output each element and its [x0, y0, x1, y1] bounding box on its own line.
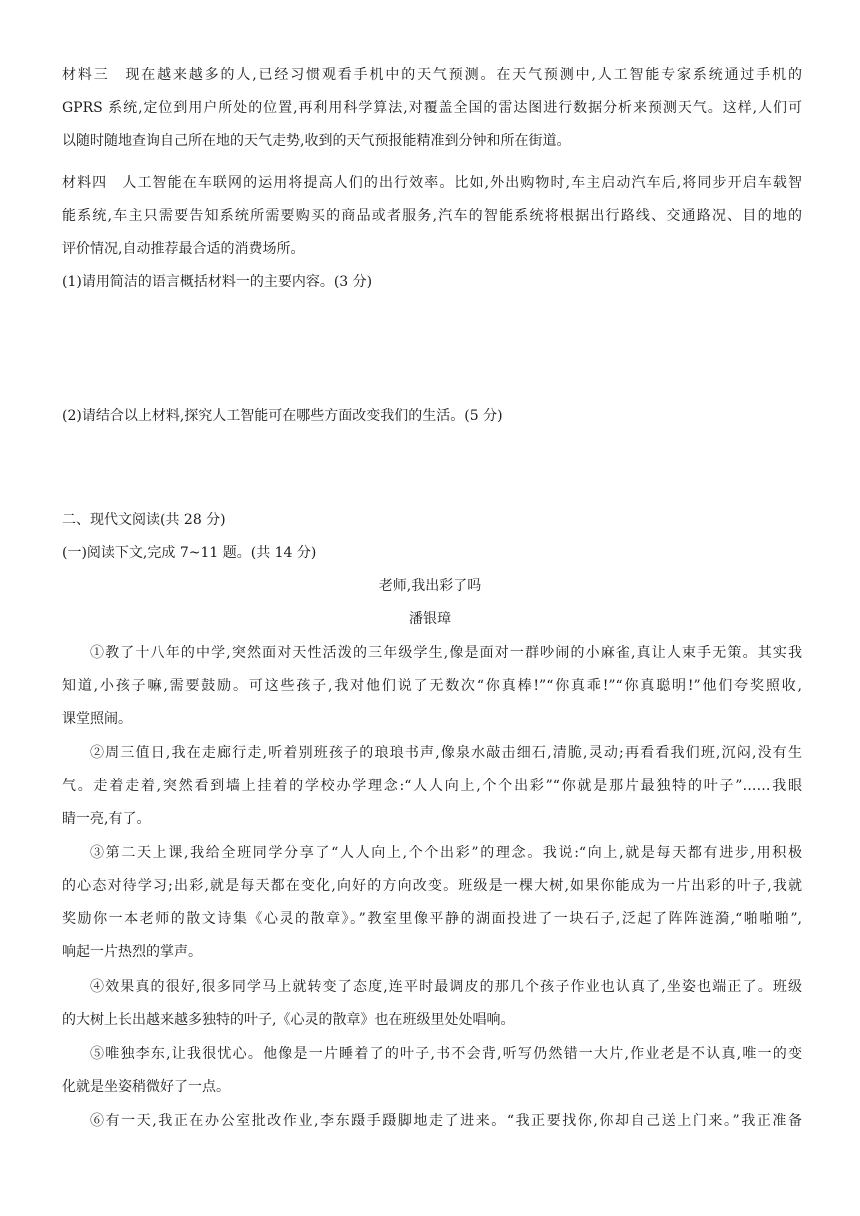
paragraph-line: ①教了十八年的中学,突然面对天性活泼的三年级学生,像是面对一群吵闹的小麻雀,真让人束手无策。其实我	[90, 645, 802, 661]
paragraph-line: 的大树上长出越来越多独特的叶子,《心灵的散章》也在班级里处处唱响。	[62, 1012, 515, 1028]
material4-line: 能系统,车主只需要告知系统所需要购买的商品或者服务,汽车的智能系统将根据出行路线、交通路况、目的地的	[62, 208, 802, 224]
material3-line: 以随时随地查询自己所在地的天气走势,收到的天气预报能精准到分钟和所在街道。	[62, 133, 571, 149]
section-heading: 二、现代文阅读(共 28 分)	[62, 512, 226, 528]
paragraph-line: 奖励你一本老师的散文诗集《心灵的散章》。”教室里像平静的湖面投进了一块石子,泛起了阵阵涟漪,“啪啪啪”,	[62, 911, 802, 927]
question-1: (1)请用简洁的语言概括材料一的主要内容。(3 分)	[62, 274, 373, 290]
material3-line: 材料三 现在越来越多的人,已经习惯观看手机中的天气预测。在天气预测中,人工智能专家系统通过手机的	[62, 67, 802, 83]
paragraph-line: 睛一亮,有了。	[62, 811, 151, 827]
question-2: (2)请结合以上材料,探究人工智能可在哪些方面改变我们的生活。(5 分)	[62, 408, 503, 424]
paragraph-line: 的心态对待学习;出彩,就是每天都在变化,向好的方向改变。班级是一棵大树,如果你能成为一片出彩的叶子,我就	[62, 878, 802, 894]
paragraph-line: ④效果真的很好,很多同学马上就转变了态度,连平时最调皮的那几个孩子作业也认真了,坐姿也端正了。班级	[90, 979, 802, 995]
paragraph-line: ⑥有一天,我正在办公室批改作业,李东蹑手蹑脚地走了进来。“我正要找你,你却自己送上门来。”我正准备	[90, 1113, 802, 1129]
paragraph-line: 课堂照闹。	[62, 711, 132, 727]
material4-line: 评价情况,自动推荐最合适的消费场所。	[62, 241, 305, 257]
article-author: 潘银璋	[409, 611, 451, 627]
paragraph-line: 响起一片热烈的掌声。	[62, 944, 202, 960]
paragraph-line: 知道,小孩子嘛,需要鼓励。可这些孩子,我对他们说了无数次“你真棒!”“你真乖!”“你真聪明!”他们夸奖照收,	[62, 678, 802, 694]
paragraph-line: ②周三值日,我在走廊行走,听着别班孩子的琅琅书声,像泉水敲击细石,清脆,灵动;再看看我们班,沉闷,没有生	[90, 745, 802, 761]
paragraph-line: 化就是坐姿稍微好了一点。	[62, 1079, 230, 1095]
paragraph-line: ⑤唯独李东,让我很忧心。他像是一片睡着了的叶子,书不会背,听写仍然错一大片,作业老是不认真,唯一的变	[90, 1046, 802, 1062]
material3-line: GPRS 系统,定位到用户所处的位置,再利用科学算法,对覆盖全国的雷达图进行数据分析来预测天气。这样,人们可	[62, 100, 802, 116]
paragraph-line: 气。走着走着,突然看到墙上挂着的学校办学理念:“人人向上,个个出彩”“你就是那片最独特的叶子”……我眼	[62, 778, 802, 794]
paragraph-line: ③第二天上课,我给全班同学分享了“人人向上,个个出彩”的理念。我说:“向上,就是每天都有进步,用积极	[90, 845, 802, 861]
material4-line: 材料四 人工智能在车联网的运用将提高人们的出行效率。比如,外出购物时,车主启动汽车后,将同步开启车载智	[62, 175, 802, 191]
section-subheading: (一)阅读下文,完成 7~11 题。(共 14 分)	[62, 545, 317, 561]
article-title: 老师,我出彩了吗	[378, 578, 482, 594]
